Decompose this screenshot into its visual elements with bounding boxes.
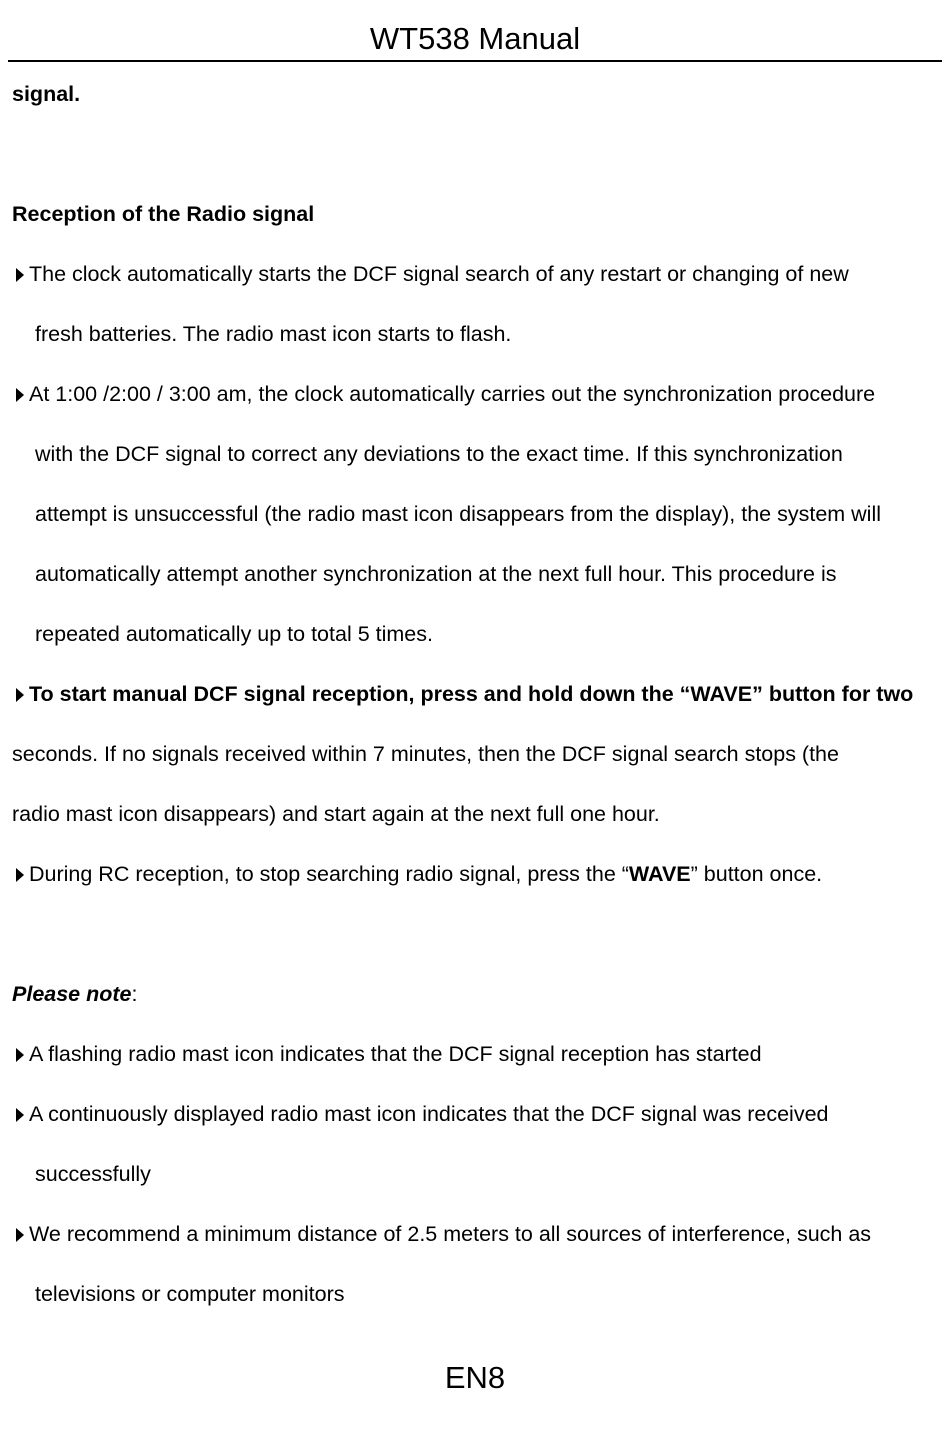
bullet-item bbox=[12, 364, 942, 424]
bullet-continuation: with the DCF signal to correct any deviations to the exact time. If this synchronization bbox=[35, 442, 843, 466]
bullet-continuation: repeated automatically up to total 5 times. bbox=[35, 622, 433, 646]
note-bullet-text: A continuously displayed radio mast icon indicates that the DCF signal was received bbox=[29, 1102, 829, 1126]
note-bullet-item bbox=[12, 1024, 942, 1084]
bullet-continuation: automatically attempt another synchronization at the next full hour. This procedure is bbox=[35, 562, 837, 586]
note-label: Please note bbox=[12, 982, 132, 1006]
triangle-right-icon bbox=[16, 1108, 24, 1122]
note-bullet-text: We recommend a minimum distance of 2.5 meters to all sources of interference, such as bbox=[29, 1222, 872, 1246]
page-title: WT538 Manual bbox=[369, 21, 581, 56]
blank-line bbox=[12, 124, 942, 184]
blank-line bbox=[12, 904, 942, 964]
note-bullet-item bbox=[12, 1084, 942, 1144]
bullet-text-post: ” button once. bbox=[690, 862, 823, 886]
triangle-right-icon bbox=[16, 268, 24, 282]
note-bullet-continuation: successfully bbox=[35, 1162, 151, 1186]
manual-content bbox=[12, 64, 942, 1324]
bullet-item bbox=[12, 244, 942, 304]
note-bullet-continuation: televisions or computer monitors bbox=[35, 1282, 345, 1306]
note-bullet-item bbox=[12, 1204, 942, 1264]
continuation-text: signal. bbox=[12, 82, 81, 106]
page-number: EN8 bbox=[444, 1360, 506, 1395]
note-heading bbox=[12, 964, 942, 1024]
bullet-item bbox=[12, 664, 942, 724]
bullet-continuation: fresh batteries. The radio mast icon starts to flash. bbox=[35, 322, 512, 346]
bullet-continuation: seconds. If no signals received within 7 minutes, then the DCF signal search stops (the bbox=[12, 742, 839, 766]
wave-button-label: WAVE bbox=[628, 862, 691, 886]
bullet-text: To start manual DCF signal reception, press and hold down the “WAVE” button for two bbox=[29, 682, 914, 706]
note-bullet-text: A flashing radio mast icon indicates that the DCF signal reception has started bbox=[29, 1042, 762, 1066]
note-colon: : bbox=[131, 982, 138, 1006]
bullet-text-pre: During RC reception, to stop searching radio signal, press the “ bbox=[29, 862, 629, 886]
bullet-continuation: attempt is unsuccessful (the radio mast icon disappears from the display), the system will bbox=[35, 502, 882, 526]
bullet-item bbox=[12, 844, 942, 904]
triangle-right-icon bbox=[16, 1048, 24, 1062]
triangle-right-icon bbox=[16, 868, 24, 882]
triangle-right-icon bbox=[16, 1228, 24, 1242]
page-header bbox=[8, 0, 942, 62]
bullet-text: At 1:00 /2:00 / 3:00 am, the clock automatically carries out the synchronization procedure bbox=[29, 382, 876, 406]
bullet-text: The clock automatically starts the DCF signal search of any restart or changing of new bbox=[29, 262, 849, 286]
triangle-right-icon bbox=[16, 688, 24, 702]
bullet-continuation: radio mast icon disappears) and start again at the next full one hour. bbox=[12, 802, 660, 826]
section-heading: Reception of the Radio signal bbox=[12, 202, 315, 226]
triangle-right-icon bbox=[16, 388, 24, 402]
